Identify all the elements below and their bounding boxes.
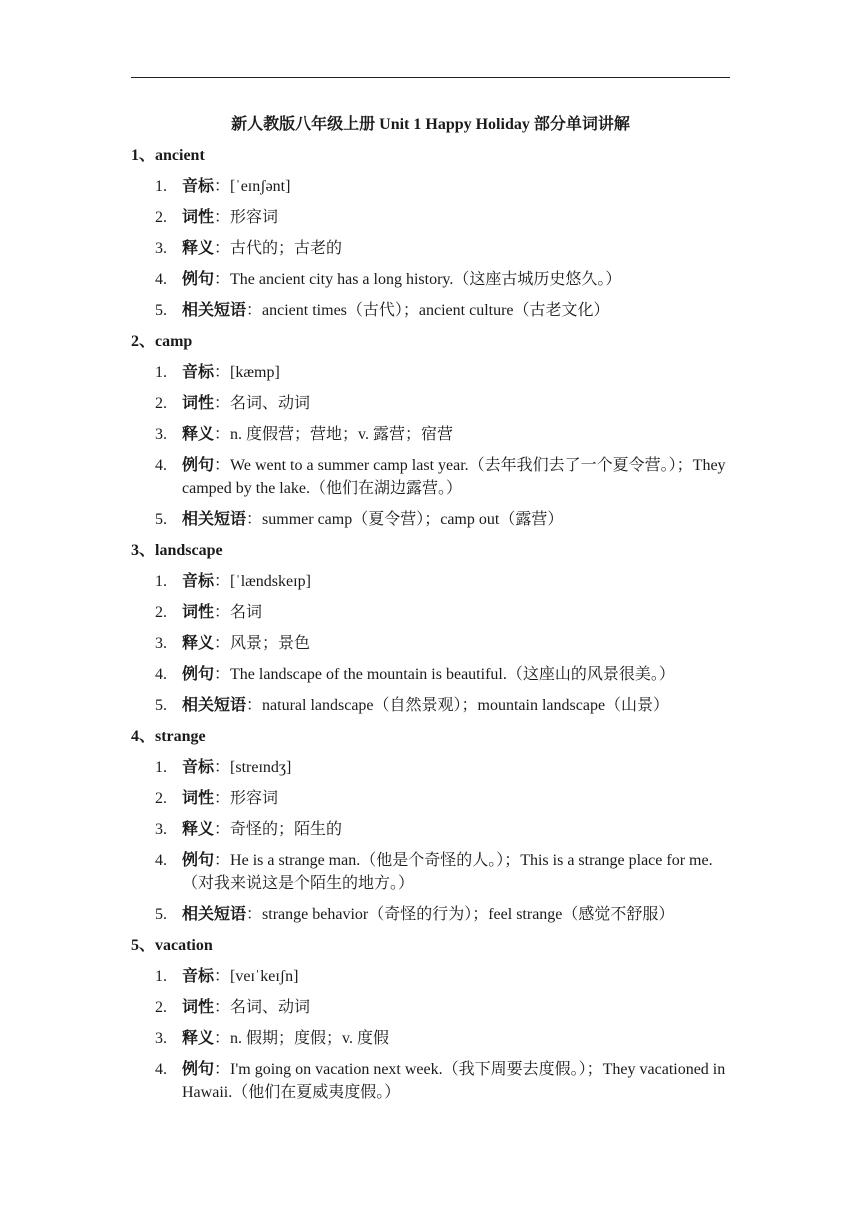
vocab-details — [131, 175, 733, 322]
vocab-details — [131, 756, 733, 926]
list-item: 5. 相关短语：ancient times（古代）；ancient culture（古老文化） — [155, 302, 610, 319]
vocab-entry — [131, 725, 733, 926]
vocab-details — [131, 361, 733, 531]
list-item: 5. 相关短语：natural landscape（自然景观）；mountain landscape（山景） — [155, 697, 670, 714]
list-item: 5. 相关短语：summer camp（夏令营）；camp out（露营） — [155, 511, 564, 528]
list-item: 4. 例句：The landscape of the mountain is beautiful.（这座山的风景很美。） — [155, 666, 675, 683]
vocab-entry — [131, 144, 733, 322]
vocab-heading: 3、landscape — [131, 542, 223, 559]
list-item: 3. 释义：风景；景色 — [155, 635, 311, 652]
list-item: 2. 词性：名词 — [155, 604, 263, 621]
vocab-heading: 1、ancient — [131, 147, 205, 164]
vocab-details — [131, 965, 733, 1104]
list-item: 1. 音标：[veɪˈkeɪʃn] — [155, 968, 299, 985]
vocabulary-list — [131, 144, 733, 1112]
vocab-entry — [131, 330, 733, 531]
list-item: 3. 释义：古代的；古老的 — [155, 240, 343, 257]
list-item: 4. 例句：The ancient city has a long history.（这座古城历史悠久。） — [155, 271, 622, 288]
list-item: 2. 词性：名词、动词 — [155, 999, 311, 1016]
document-title: 新人教版八年级上册 Unit 1 Happy Holiday 部分单词讲解 — [231, 116, 630, 133]
list-item: 2. 词性：形容词 — [155, 209, 279, 226]
vocab-heading: 5、vacation — [131, 937, 213, 954]
list-item: 4. 例句：We went to a summer camp last year.（去年我们去了一个夏令营。）；They camped by the lake.（他们在湖边露营。） — [155, 457, 726, 497]
list-item: 3. 释义：n. 度假营；营地；v. 露营；宿营 — [155, 426, 453, 443]
list-item: 1. 音标：[streɪndʒ] — [155, 759, 292, 776]
list-item: 5. 相关短语：strange behavior（奇怪的行为）；feel strange（感觉不舒服） — [155, 906, 675, 923]
list-item: 4. 例句：He is a strange man.（他是个奇怪的人。）；This is a strange place for me.（对我来说这是个陌生的地方。） — [155, 852, 713, 892]
vocab-details — [131, 570, 733, 717]
list-item: 1. 音标：[ˈeɪnʃənt] — [155, 178, 291, 195]
vocab-entry — [131, 934, 733, 1104]
vocab-heading: 2、camp — [131, 333, 193, 350]
list-item: 2. 词性：形容词 — [155, 790, 279, 807]
header-rule — [131, 77, 730, 78]
list-item: 1. 音标：[ˈlændskeɪp] — [155, 573, 311, 590]
list-item: 4. 例句：I'm going on vacation next week.（我下周要去度假。）；They vacationed in Hawaii.（他们在夏威夷度假。） — [155, 1061, 726, 1101]
vocab-heading: 4、strange — [131, 728, 206, 745]
vocab-entry — [131, 539, 733, 717]
list-item: 2. 词性：名词、动词 — [155, 395, 311, 412]
list-item: 3. 释义：奇怪的；陌生的 — [155, 821, 343, 838]
list-item: 3. 释义：n. 假期；度假；v. 度假 — [155, 1030, 389, 1047]
list-item: 1. 音标：[kæmp] — [155, 364, 280, 381]
